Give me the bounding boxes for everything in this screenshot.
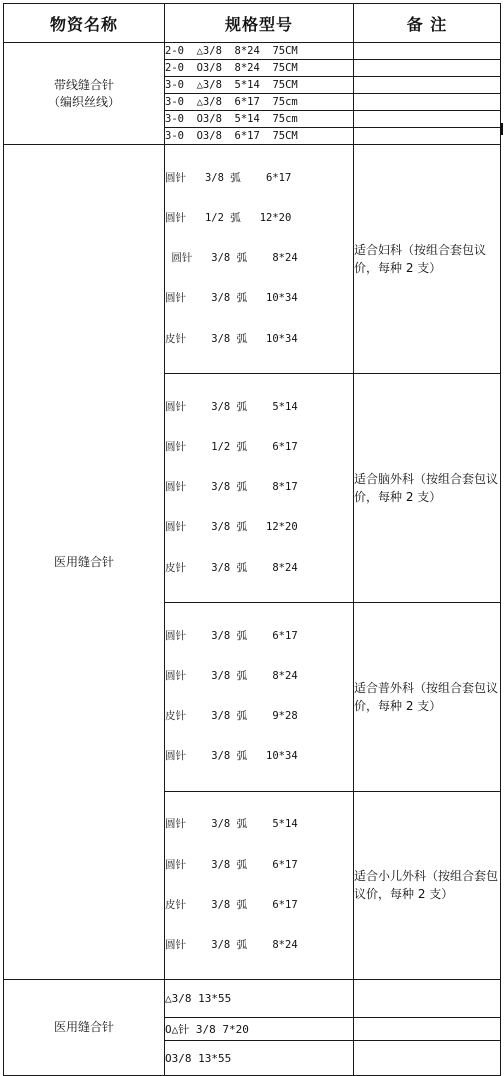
header-spec-model: 规格型号	[165, 4, 354, 43]
note-cell	[354, 60, 501, 77]
material-name-cell	[4, 980, 165, 1076]
spec-item: 圆针 1/2 弧 6*17	[165, 440, 298, 453]
header-remarks: 备 注	[354, 4, 501, 43]
specification-table	[3, 3, 501, 1076]
spec-item: 圆针 3/8 弧 8*24	[165, 669, 298, 682]
spec-item: 圆针 3/8 弧 8*24	[165, 938, 298, 951]
spec-group-general-surgery	[165, 602, 354, 791]
note-cell	[354, 111, 501, 128]
note-neurosurgery: 适合脑外科（按组合套包议价，每种 2 支）	[354, 373, 501, 602]
spec-cell: 3-0 O3/8 6*17 75CM	[165, 128, 354, 145]
spec-item: 皮针 3/8 弧 9*28	[165, 710, 298, 723]
spec-group-neurosurgery	[165, 373, 354, 602]
note-cell	[354, 77, 501, 94]
needle-spec: O3/8 13*55	[165, 1041, 354, 1076]
material-name: 带线缝合针	[53, 77, 114, 92]
header-material-name: 物资名称	[4, 4, 165, 43]
spec-cell: 3-0 O3/8 5*14 75cm	[165, 111, 354, 128]
spec-group-pediatric-surgery	[165, 791, 354, 980]
spec-item: 圆针 3/8 弧 6*17	[165, 171, 292, 184]
header-row	[4, 4, 501, 43]
material-name: 医用缝合针	[53, 1020, 114, 1035]
note-cell	[354, 980, 501, 1018]
spec-item: 圆针 3/8 弧 5*14	[165, 400, 298, 413]
needle-spec: O△针 3/8 7*20	[165, 1018, 354, 1041]
material-name-cell	[4, 145, 165, 980]
spec-group-gynecology	[165, 145, 354, 374]
needle-spec: △3/8 13*55	[165, 980, 354, 1018]
material-name-sub: （编织丝线）	[47, 94, 120, 109]
note-general-surgery: 适合普外科（按组合套包议价，每种 2 支）	[354, 602, 501, 791]
material-name: 医用缝合针	[53, 554, 114, 569]
spec-item: 圆针 3/8 弧 8*24	[165, 252, 298, 265]
spec-item: 圆针 3/8 弧 12*20	[165, 521, 298, 534]
spec-item: 圆针 3/8 弧 6*17	[165, 629, 298, 642]
spec-item: 圆针 1/2 弧 12*20	[165, 212, 292, 225]
note-cell	[354, 1041, 501, 1076]
spec-item: 皮针 3/8 弧 6*17	[165, 898, 298, 911]
material-name-cell	[4, 43, 165, 145]
note-cell	[354, 128, 501, 145]
spec-item: 圆针 3/8 弧 10*34	[165, 750, 298, 763]
spec-item: 皮针 3/8 弧 8*24	[165, 561, 298, 574]
spec-item: 圆针 3/8 弧 6*17	[165, 858, 298, 871]
note-pediatric-surgery: 适合小儿外科（按组合套包议价，每种 2 支）	[354, 791, 501, 980]
table-row	[4, 43, 501, 60]
table-row	[4, 980, 501, 1018]
note-cell	[354, 1018, 501, 1041]
note-cell	[354, 94, 501, 111]
spec-cell: 3-0 △3/8 5*14 75CM	[165, 77, 354, 94]
table-row	[4, 145, 501, 374]
spec-item: 圆针 3/8 弧 8*17	[165, 481, 298, 494]
note-gynecology: 适合妇科（按组合套包议价，每种 2 支）	[354, 145, 501, 374]
spec-item: 圆针 3/8 弧 10*34	[165, 292, 298, 305]
spec-item: 圆针 3/8 弧 5*14	[165, 818, 298, 831]
edge-mark	[500, 123, 503, 135]
spec-cell: 2-0 O3/8 8*24 75CM	[165, 60, 354, 77]
spec-cell: 3-0 △3/8 6*17 75cm	[165, 94, 354, 111]
note-cell	[354, 43, 501, 60]
spec-item: 皮针 3/8 弧 10*34	[165, 332, 298, 345]
spec-cell: 2-0 △3/8 8*24 75CM	[165, 43, 354, 60]
